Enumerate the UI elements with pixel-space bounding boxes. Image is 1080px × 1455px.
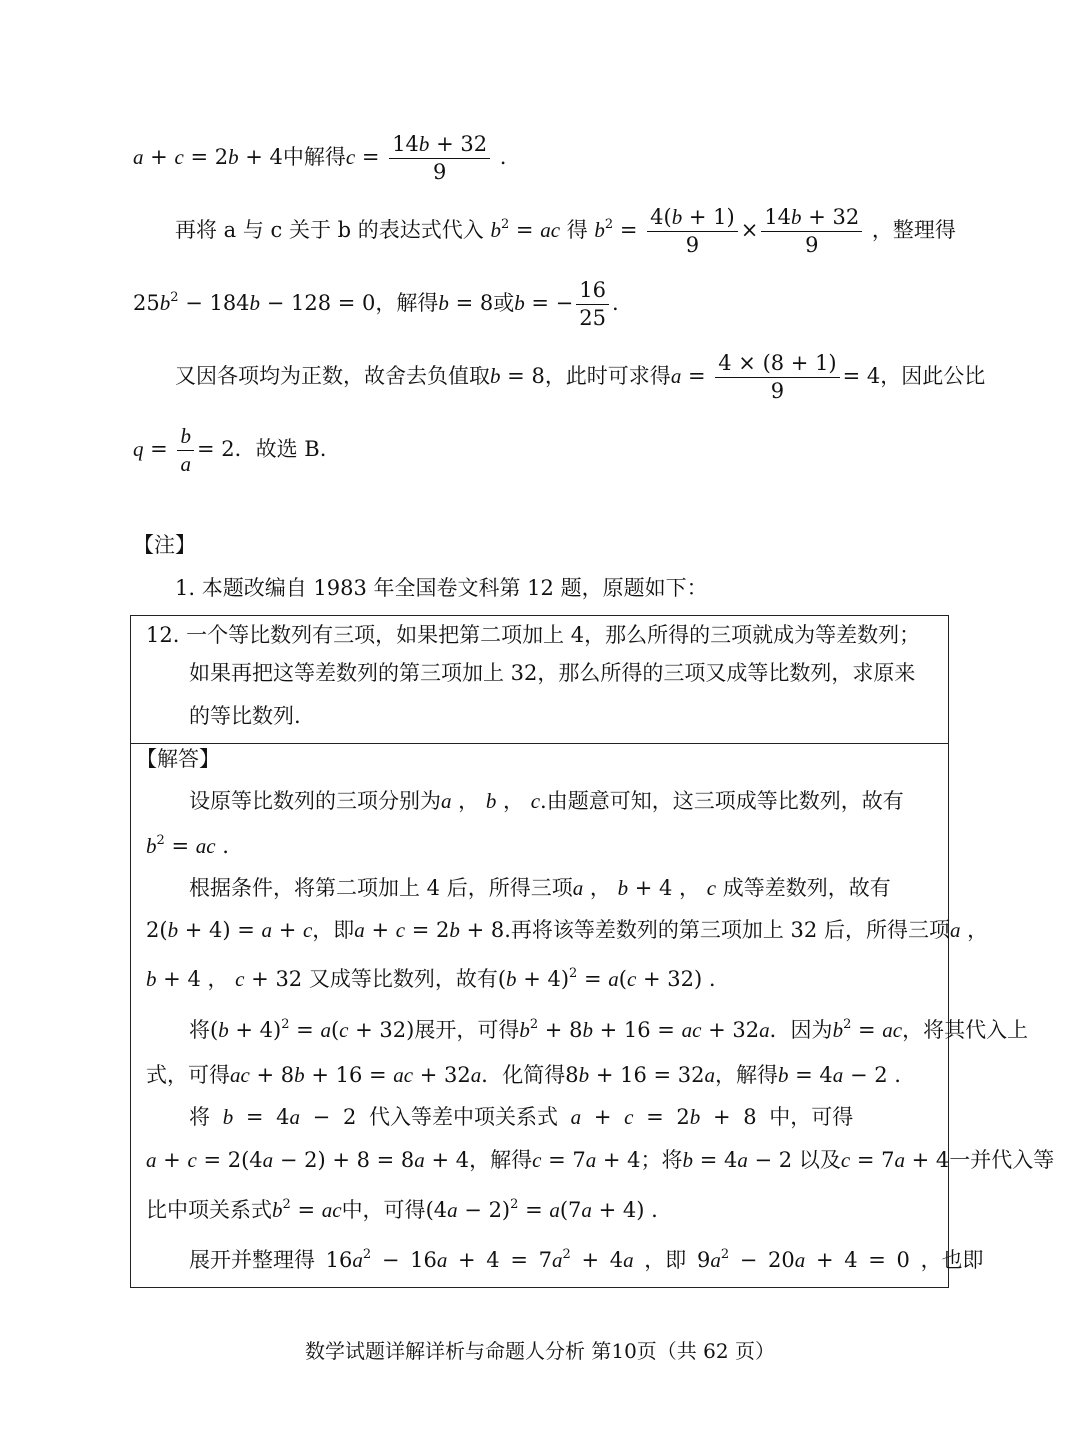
then-text: ，此时可求得 <box>544 364 671 388</box>
answer-p10b: ，即 <box>644 1248 687 1272</box>
equation-line-5: q = $\frac{b}{a}$ = 2．故选 B. <box>133 424 327 476</box>
answer-line-4: 2(b + 4) = a + c，即a + c = 2b + 8.再将该等差数列的第三项加上 32 后，所得三项a ， <box>146 918 989 942</box>
answer-p3: ，即 <box>312 918 355 942</box>
answer-p8c: 以及 <box>798 1148 841 1172</box>
fraction-c: $\frac{14b + 32}{9}$ <box>389 134 490 183</box>
answer-line-9: a + c = 2(4a − 2) + 8 = 8a + 4，解得c = 7a + 4；将b = 4a − 2 以及c = 7a + 4一并代入等 <box>146 1148 1055 1172</box>
notes-heading: 【注】 <box>133 533 196 557</box>
answer-p1b: .由题意可知，这三项成等比数列，故有 <box>540 789 904 813</box>
equation-line-1: a + c = 2b + 4中解得c = $\frac{14b + 32}{9}$ . <box>133 132 507 184</box>
notes-item-1: 1. 本题改编自 1983 年全国卷文科第 12 题，原题如下： <box>175 576 708 600</box>
answer-p8a: ，解得 <box>469 1148 533 1172</box>
answer-p6b: ．化简得 <box>481 1063 566 1087</box>
answer-line-1: 设原等比数列的三项分别为a ， b ， c.由题意可知，这三项成等比数列，故有 <box>189 789 904 813</box>
answer-heading: 【解答】 <box>136 747 220 771</box>
fraction-a-value: $\frac{4 \times (8 + 1)}{9}$ <box>715 353 839 402</box>
answer-p9b: 中，可得 <box>341 1198 426 1222</box>
answer-line-6: 将$(b + 4)^2 = a(c + 32)$展开，可得$b^2 + 8b + 16$ = ac + 32a．因为$b^2$ = ac，将其代入上 <box>189 1017 1029 1042</box>
answer-p5c: ．因为 <box>769 1018 833 1042</box>
answer-line-2: $b^2$ = ac . <box>146 833 229 858</box>
answer-p6a: 式，可得 <box>146 1063 230 1087</box>
answer-line-10: 比中项关系式$b^2$ = ac中，可得$(4a - 2)^2 = a(7a + 4)$ . <box>146 1197 658 1222</box>
subst-text: 再将 a 与 c 关于 b 的表达式代入 <box>175 218 484 242</box>
answer-p1: 设原等比数列的三项分别为 <box>189 789 441 813</box>
answer-p2b: 成等差数列，故有 <box>722 876 891 900</box>
equation-line-2: 再将 a 与 c 关于 b 的表达式代入 $b^2$ = ac 得 $b^2$ = $\frac{4(b + 1)}{9}$ × $\frac{14b + 32}{9}$ ，整理得 <box>175 205 956 257</box>
solve-c-text: 中解得 <box>282 145 346 169</box>
answer-p6c: ，解得 <box>714 1063 778 1087</box>
answer-p2: 根据条件，将第二项加上 4 后，所得三项 <box>189 876 573 900</box>
answer-p5d: ，将其代入上 <box>902 1018 1029 1042</box>
ratio-text: ，因此公比 <box>880 364 986 388</box>
answer-p10a: 展开并整理得 <box>189 1248 315 1272</box>
answer-p9a: 比中项关系式 <box>146 1198 272 1222</box>
answer-line-3: 根据条件，将第二项加上 4 后，所得三项a ， b + 4 ， c 成等差数列，故有 <box>189 876 891 900</box>
equation-line-3: $25b^2 - 184b - 128 = 0$，解得b = 8或b = − $\frac{16}{25}$ . <box>133 278 619 330</box>
answer-line-5: b + 4 ， c + 32 又成等比数列，故有$(b + 4)^2 = a(c + 32)$ . <box>146 966 716 991</box>
answer-p4: 又成等比数列，故有 <box>308 967 498 991</box>
answer-p5b: 展开，可得 <box>414 1018 520 1042</box>
equation-line-4: 又因各项均为正数，故舍去负值取b = 8，此时可求得a = $\frac{4 \times (8 + 1)}{9}$ = 4，因此公比 <box>175 351 986 403</box>
answer-p7b: 代入等差中项关系式 <box>368 1105 558 1129</box>
fraction-b-neg: $\frac{16}{25}$ <box>576 280 609 329</box>
problem-line-3: 的等比数列. <box>189 704 301 728</box>
answer-p7a: 将 <box>189 1105 210 1129</box>
answer-p10c: ，也即 <box>920 1248 984 1272</box>
problem-line-2: 如果再把这等差数列的第三项加上 32，那么所得的三项又成等比数列，求原来 <box>189 661 916 685</box>
fraction-c2: $\frac{14b + 32}{9}$ <box>761 207 862 256</box>
answer-p8b: ；将 <box>640 1148 683 1172</box>
answer-line-7: 式，可得ac + 8b + 16 = ac + 32a．化简得8b + 16 = 32a，解得b = 4a − 2 . <box>146 1063 901 1087</box>
fraction-q: $\frac{b}{a}$ <box>177 426 194 475</box>
arrange-text: ，整理得 <box>871 218 956 242</box>
answer-p5a: 将 <box>189 1018 210 1042</box>
answer-p3b: .再将该等差数列的第三项加上 32 后，所得三项 <box>504 918 950 942</box>
problem-line-1: 12. 一个等比数列有三项，如果把第二项加上 4，那么所得的三项就成为等差数列； <box>146 623 921 647</box>
page-footer: 数学试题详解详析与命题人分析 第10页（共 62 页） <box>305 1339 775 1363</box>
fraction-a: $\frac{4(b + 1)}{9}$ <box>647 207 738 256</box>
answer-line-11: 展开并整理得 $16a^2 - 16a + 4 = 7a^2 + 4a$ ，即 $9a^2 - 20a + 4 = 0$ ，也即 <box>189 1247 984 1272</box>
obtain-text: 得 <box>566 218 588 242</box>
answer-text: ．故选 B. <box>234 437 327 461</box>
positive-text: 又因各项均为正数，故舍去负值取 <box>175 364 490 388</box>
answer-p7c: 中，可得 <box>769 1105 854 1129</box>
or-text: 或 <box>493 291 515 315</box>
answer-line-8: 将 b = 4a − 2 代入等差中项关系式 a + c = 2b + 8 中，可得 <box>189 1105 854 1129</box>
box-divider <box>131 743 948 744</box>
original-problem-box <box>130 615 1055 1288</box>
solve-b-text: ，解得 <box>375 291 439 315</box>
answer-p8d: 一并代入等 <box>949 1148 1055 1172</box>
